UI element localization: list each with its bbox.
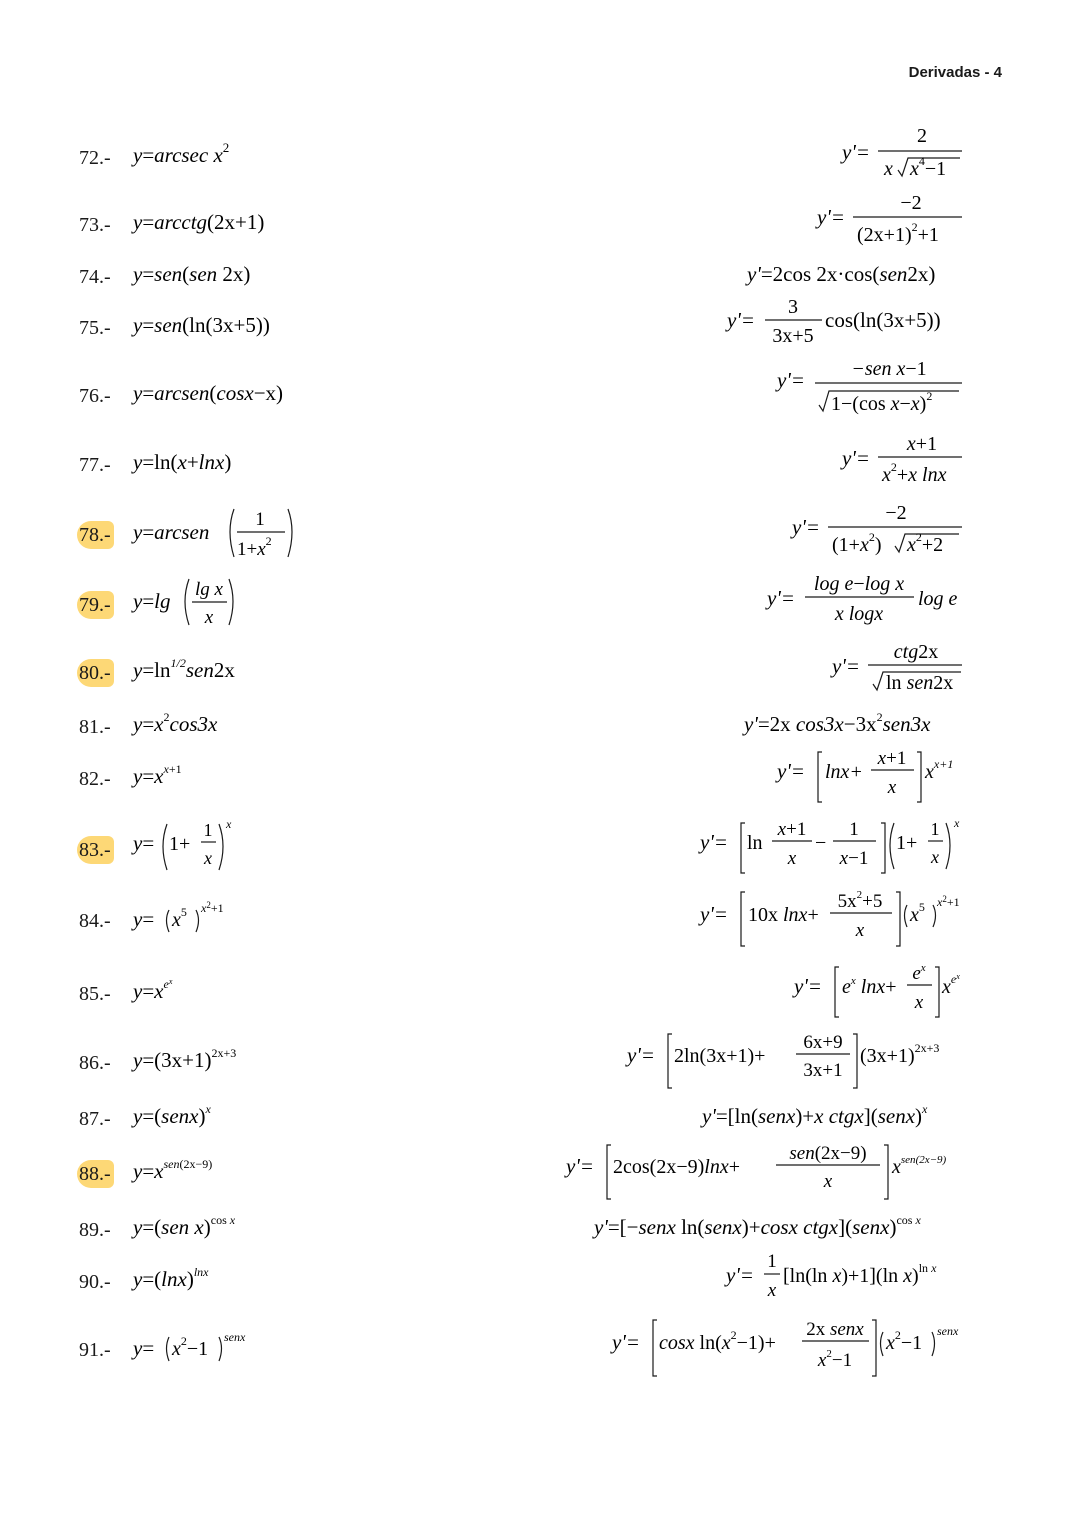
svg-text:x: x <box>887 777 897 798</box>
exercise-function <box>133 1045 273 1081</box>
svg-text:y=(sen x)cos x: y=(sen x)$^{cos x}$ <box>133 1213 236 1239</box>
svg-text:cos(ln(3x+5)): cos(ln(3x+5)) <box>825 308 941 332</box>
svg-text:x+1: x+1 <box>877 748 907 769</box>
svg-text:y=ln(x+lnx): y=ln(x+lnx) <box>133 450 232 474</box>
svg-text:−2: −2 <box>885 502 907 524</box>
svg-text:y'=: y'= <box>777 368 805 392</box>
exercise-function <box>133 140 253 176</box>
exercise-number: 89.- <box>79 1219 111 1241</box>
svg-text:y'=: y'= <box>700 830 728 854</box>
exercise-number: 90.- <box>79 1271 111 1293</box>
exercise-function <box>133 818 243 882</box>
exercise-derivative <box>747 259 962 295</box>
exercise-derivative <box>842 124 962 192</box>
svg-text:y'=: y'= <box>612 1330 640 1354</box>
exercise-number: 84.- <box>79 910 111 932</box>
svg-text:cosx ln(x2−1)+: cosx $\ln(x^2-1)+$ <box>659 1328 776 1354</box>
svg-text:x5: $x^5$ <box>172 905 187 931</box>
svg-text:1+: 1+ <box>896 832 918 854</box>
exercise-function <box>133 1327 258 1373</box>
exercise-number: 78.- <box>77 521 114 549</box>
svg-text:y'=: y'= <box>726 1263 754 1287</box>
svg-text:x: x <box>954 816 960 830</box>
svg-text:1: 1 <box>255 509 265 530</box>
svg-text:y'=: y'= <box>727 308 755 332</box>
exercise-number: 83.- <box>77 836 114 864</box>
exercise-number: 76.- <box>79 385 111 407</box>
svg-text:x2+1: $x^2+1$ <box>201 900 224 915</box>
svg-text:y=lg: y=lg <box>133 589 171 613</box>
exercise-derivative <box>612 1316 962 1384</box>
svg-text:y'=: y'= <box>700 902 728 926</box>
exercise-derivative <box>700 888 962 954</box>
svg-text:5x2+5: $5x^2+5$ <box>837 889 883 912</box>
exercise-number: 79.- <box>77 591 114 619</box>
exercise-number: 81.- <box>79 716 111 738</box>
exercise-derivative <box>792 502 962 568</box>
svg-text:2cos(2x−9)lnx+: 2cos(2x−9)lnx+ <box>613 1156 740 1178</box>
svg-text:−2: −2 <box>900 192 922 214</box>
exercise-function <box>133 259 283 295</box>
svg-text:senx: senx <box>937 1324 959 1338</box>
svg-text:x: x <box>931 847 939 867</box>
svg-text:x+1: x+1 <box>906 433 938 455</box>
svg-text:y=xx+1: $y=x^{x+1}$ <box>133 762 182 788</box>
svg-text:y=arcsen(cosx−x): y=arcsen(cosx−x) <box>133 381 284 405</box>
svg-text:x: x <box>914 992 924 1013</box>
exercise-function <box>133 573 243 637</box>
exercise-number: 82.- <box>79 768 111 790</box>
svg-text:1+: 1+ <box>169 833 191 855</box>
exercise-derivative <box>594 1212 962 1248</box>
svg-text:2: 2 <box>917 125 927 147</box>
exercise-number: 73.- <box>79 214 111 236</box>
exercise-function <box>133 501 298 569</box>
svg-text:x+1: x+1 <box>777 819 807 840</box>
svg-text:x2−1: $x^2-1$ <box>817 1348 853 1371</box>
svg-text:−sen x−1: −sen x−1 <box>851 358 927 380</box>
svg-text:ln sen2x: ln sen2x <box>886 672 954 694</box>
exercise-function <box>133 709 243 745</box>
exercise-function <box>133 378 323 414</box>
svg-text:y'=: y'= <box>767 586 795 610</box>
svg-text:10x lnx+: 10x lnx+ <box>748 904 819 926</box>
exercise-number: 75.- <box>79 317 111 339</box>
svg-text:x5: $x^5$ <box>910 900 925 926</box>
svg-text:y'=: y'= <box>794 974 822 998</box>
svg-text:x: x <box>204 848 212 868</box>
svg-text:3: 3 <box>788 296 798 318</box>
svg-text:y=xsen(2x−9): $y=x^{sen(2x-9)}$ <box>133 1157 213 1183</box>
svg-text:x: x <box>204 607 214 628</box>
svg-text:y=x2cos3x: $y=x^2\cos 3x$ <box>133 710 218 736</box>
exercise-number: 86.- <box>79 1052 111 1074</box>
page-title: Derivadas - 4 <box>908 64 1002 81</box>
exercise-derivative <box>627 1030 962 1096</box>
exercise-function <box>133 976 203 1012</box>
svg-text:y'=: y'= <box>832 654 860 678</box>
svg-text:3x+5: 3x+5 <box>772 325 814 347</box>
exercise-number: 88.- <box>77 1160 114 1188</box>
svg-text:x4−1: $x^4-1$ <box>910 154 947 180</box>
exercise-derivative <box>727 297 962 359</box>
svg-text:1−(cos x−x)2: 1−(cos x−x)$^2$ <box>831 389 933 415</box>
svg-text:(3x+1)2x+3: $(3x+1)^{2x+3}$ <box>860 1041 940 1067</box>
exercise-function <box>133 898 243 944</box>
svg-text:2x senx: 2x senx <box>806 1319 864 1340</box>
svg-text:y'=: y'= <box>817 205 845 229</box>
svg-text:x logx: x logx <box>834 603 884 625</box>
exercise-function <box>133 207 303 243</box>
svg-text:lnx+: lnx+ <box>825 761 863 783</box>
svg-text:(1+x2): $(1+x^2)$ <box>832 530 882 556</box>
exercise-derivative <box>832 642 962 704</box>
svg-text:ex: $e^x$ <box>912 962 926 984</box>
svg-text:y=: y= <box>133 1336 155 1360</box>
svg-text:sen(2x−9): sen(2x−9) <box>789 1143 867 1164</box>
exercise-derivative <box>702 1101 962 1137</box>
svg-text:y'=: y'= <box>842 140 870 164</box>
svg-text:x2−1: $x^2-1$ <box>886 1328 923 1354</box>
svg-text:y=: y= <box>133 907 155 931</box>
exercise-derivative <box>794 961 962 1027</box>
exercise-number: 87.- <box>79 1108 111 1130</box>
svg-text:x: x <box>787 848 797 869</box>
svg-text:y'=[−senx ln(senx)+cosx ctgx](: y'=[−senx ln(senx)+cosx ctgx](senx)$^{cos x}$ <box>594 1213 921 1239</box>
svg-text:y'=: y'= <box>627 1043 655 1067</box>
exercise-number: 74.- <box>79 266 111 288</box>
svg-text:x: x <box>823 1171 833 1192</box>
svg-text:y=(3x+1)2x+3: $y=(3x+1)^{2x+3}$ <box>133 1046 237 1072</box>
svg-text:1: 1 <box>767 1251 777 1272</box>
svg-text:y=arcsec x2: y=arcsec $x^2$ <box>133 140 230 167</box>
exercise-derivative <box>744 709 962 745</box>
exercise-function <box>133 1101 243 1137</box>
exercise-derivative <box>777 358 962 429</box>
svg-text:(2x+1)2+1: $(2x+1)^2+1$ <box>857 220 939 246</box>
svg-text:y=ln1/2sen2x: $y=\ln^{1/2}sen2x$ <box>133 656 235 682</box>
exercise-function <box>133 1212 258 1248</box>
svg-text:x2+x lnx: $x^2+x$ lnx <box>882 460 947 486</box>
svg-text:1: 1 <box>203 820 213 840</box>
exercise-derivative <box>817 192 962 258</box>
exercise-derivative <box>566 1141 962 1207</box>
svg-text:y=: y= <box>133 831 155 855</box>
svg-text:lg x: lg x <box>195 579 223 600</box>
svg-text:xx+1: $x^{x+1}$ <box>925 757 954 783</box>
svg-text:y=arcsen: y=arcsen <box>133 520 210 544</box>
svg-text:x2+1: $x^2+1$ <box>937 894 960 909</box>
exercise-number: 80.- <box>77 659 114 687</box>
svg-text:y'=2cos 2x·cos(sen2x): y'=2cos 2x·cos(sen2x) <box>747 262 936 286</box>
svg-text:x: x <box>226 817 232 831</box>
exercise-derivative <box>842 434 962 496</box>
svg-text:y'=: y'= <box>842 446 870 470</box>
exercise-function <box>133 761 213 797</box>
svg-text:y'=: y'= <box>566 1154 594 1178</box>
svg-text:y=arcctg(2x+1): y=arcctg(2x+1) <box>133 210 265 234</box>
exercise-function <box>133 1264 243 1300</box>
svg-text:−: − <box>815 832 827 854</box>
svg-text:1: 1 <box>849 819 859 840</box>
svg-text:xex: $x^{ex}$ <box>942 972 960 998</box>
svg-text:6x+9: 6x+9 <box>803 1032 843 1053</box>
svg-text:ex lnx+: $e^x$ lnx+ <box>842 975 897 998</box>
svg-text:x: x <box>767 1280 777 1301</box>
svg-text:x: x <box>855 920 865 941</box>
svg-text:ctg2x: ctg2x <box>893 641 939 663</box>
svg-text:y'=[ln(senx)+x ctgx](senx)x: y'=[ln(senx)+x ctgx](senx)$^x$ <box>702 1102 928 1128</box>
svg-text:y'=2x cos3x−3x2sen3x: y'=2x $\cos 3x-3x^2sen3x$ <box>744 710 931 736</box>
svg-text:xsen(2x−9): $x^{sen(2x-9)}$ <box>892 1154 947 1178</box>
svg-text:y=xex: $y=x^ex$ <box>133 977 173 1003</box>
svg-text:y'=: y'= <box>777 759 805 783</box>
svg-text:x−1: x−1 <box>839 848 869 869</box>
exercise-function <box>133 655 268 691</box>
exercise-number: 91.- <box>79 1339 111 1361</box>
svg-text:log e−log x: log e−log x <box>813 573 905 595</box>
exercise-derivative <box>767 574 962 636</box>
svg-text:senx: senx <box>224 1330 246 1344</box>
exercise-number: 77.- <box>79 454 111 476</box>
svg-text:x: x <box>884 158 893 180</box>
svg-text:y=sen(sen 2x): y=sen(sen 2x) <box>133 262 251 286</box>
svg-text:2ln(3x+1)+: 2ln(3x+1)+ <box>674 1045 766 1067</box>
svg-text:y=(senx)x: y=(senx)$^x$ <box>133 1102 211 1128</box>
exercise-function <box>133 310 313 346</box>
svg-text:x2+2: $x^2+2$ <box>907 530 944 556</box>
exercise-derivative <box>726 1251 962 1313</box>
exercise-derivative <box>777 746 962 812</box>
svg-text:y'=: y'= <box>792 515 820 539</box>
svg-text:1: 1 <box>930 819 940 839</box>
exercise-function <box>133 1156 253 1192</box>
svg-text:[ln(ln x)+1](ln x)ln x: [ln(ln x)+1](ln x)$^{ln x}$ <box>783 1261 937 1287</box>
svg-text:3x+1: 3x+1 <box>803 1060 843 1081</box>
svg-text:log e: log e <box>918 588 958 610</box>
exercise-number: 72.- <box>79 147 111 169</box>
exercise-derivative <box>700 817 962 883</box>
exercise-number: 85.- <box>79 983 111 1005</box>
exercise-function <box>133 447 273 483</box>
svg-text:1+x2: $1+x^2$ <box>237 534 272 560</box>
svg-text:y=sen(ln(3x+5)): y=sen(ln(3x+5)) <box>133 313 270 337</box>
svg-text:y=(lnx)lnx: $y=(\ln x)^{lnx}$ <box>133 1265 209 1291</box>
svg-text:x2−1: $x^2-1$ <box>172 1334 209 1360</box>
svg-text:ln: ln <box>747 832 763 854</box>
